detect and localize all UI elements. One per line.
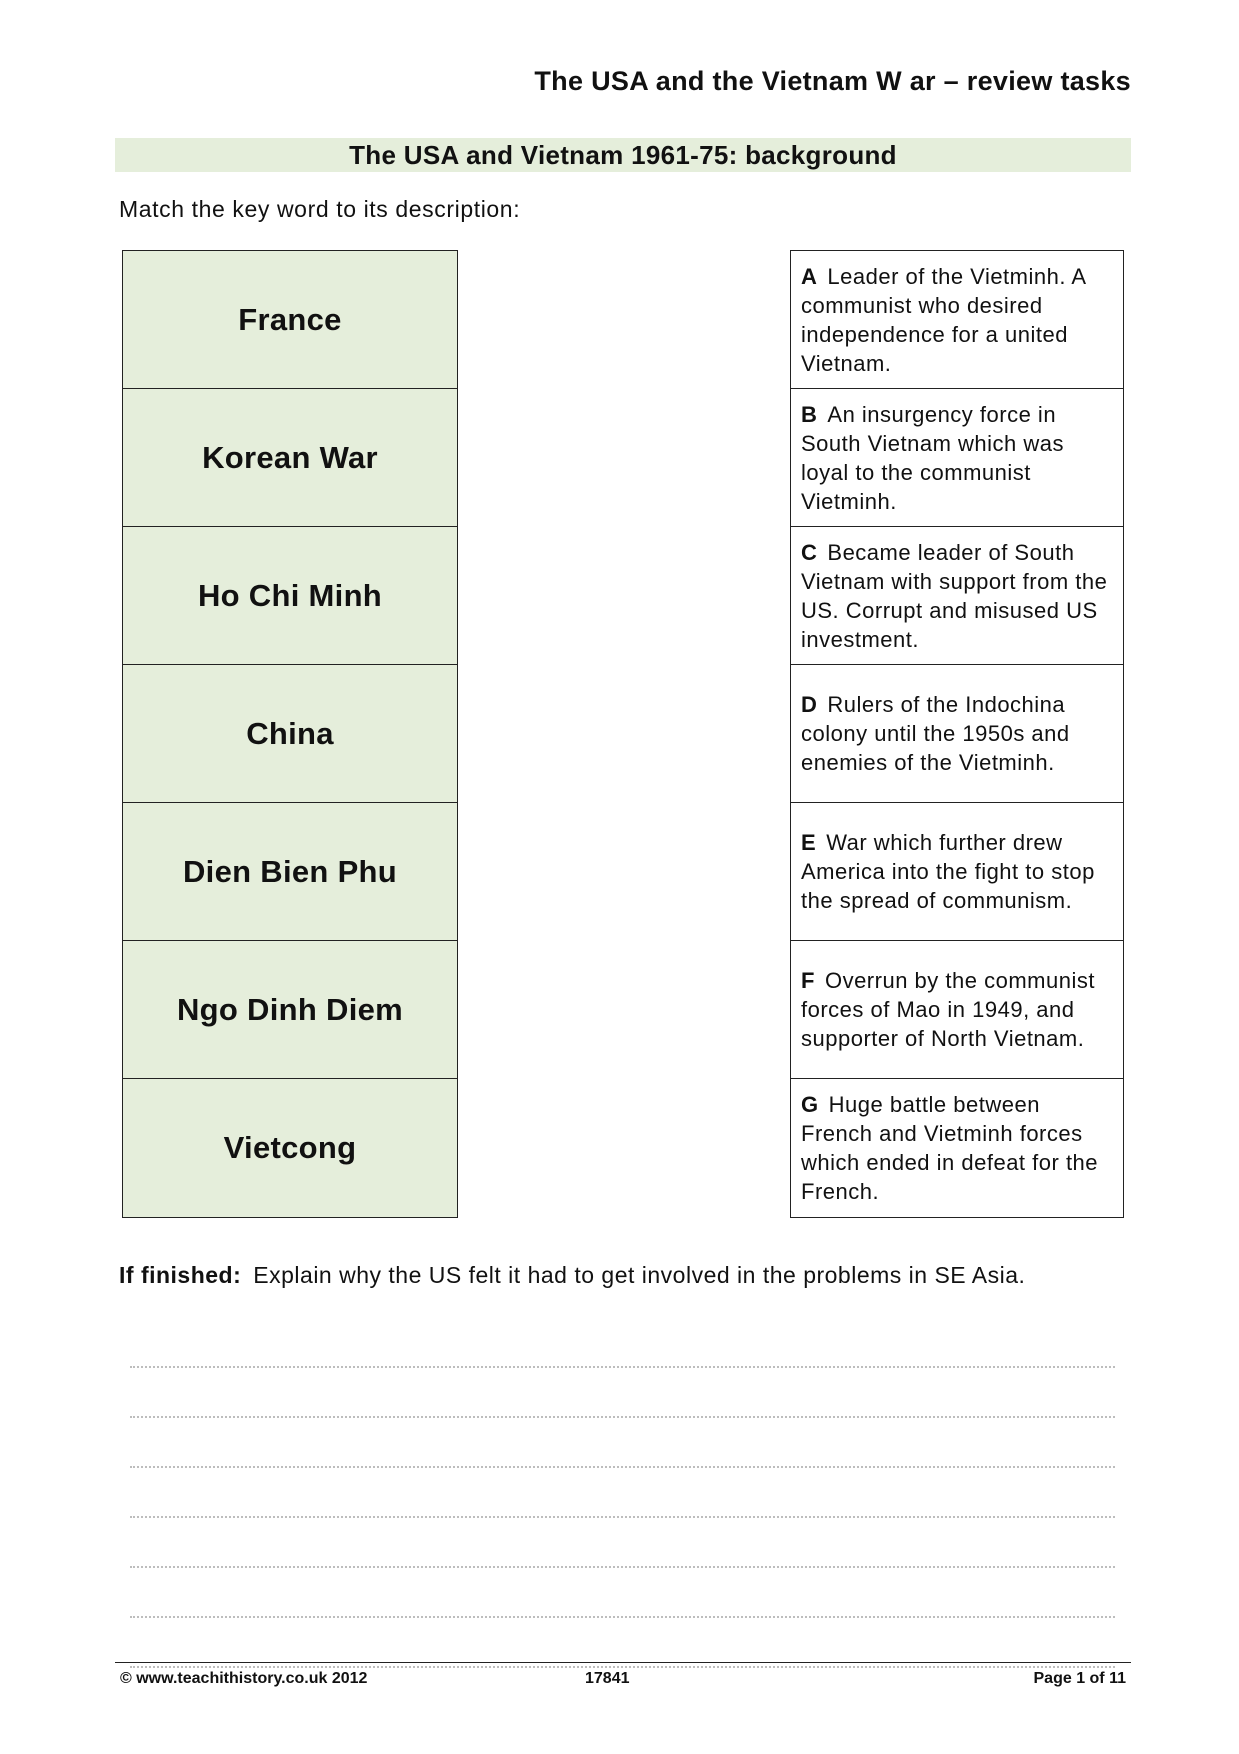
description-text: Overrun by the communist forces of Mao in 1949, and supporter of North Vietnam. [801,968,1095,1051]
footer-code: 17841 [585,1670,630,1687]
description-letter: G [801,1092,819,1117]
description-letter: C [801,539,818,565]
description-letter: D [801,692,818,717]
footer-copyright: © www.teachithistory.co.uk 2012 [120,1670,368,1687]
instruction-text: Match the key word to its description: [119,196,521,222]
keyword-card: Korean War [123,389,457,527]
keyword-card: China [123,665,457,803]
extension-task [119,1262,1025,1289]
description-card [791,941,1123,1079]
keyword-card: Ngo Dinh Diem [123,941,457,1079]
keyword-card: France [123,251,457,389]
description-text: Became leader of South Vietnam with support from the US. Corrupt and misused US investment. [801,539,1108,652]
footer-divider [115,1662,1131,1663]
description-card [791,665,1123,803]
answer-line[interactable] [130,1368,1115,1418]
answer-line[interactable] [130,1618,1115,1668]
extension-text: Explain why the US felt it had to get involved in the problems in SE Asia. [253,1262,1026,1288]
answer-line[interactable] [130,1518,1115,1568]
description-card [791,803,1123,941]
description-card [791,527,1123,665]
keyword-column [122,250,458,1218]
description-text: Leader of the Vietminh. A communist who desired independence for a united Vietnam. [801,263,1086,376]
description-card [791,251,1123,389]
keyword-card: Ho Chi Minh [123,527,457,665]
document-title: The USA and the Vietnam W ar – review tasks [534,66,1131,96]
answer-area[interactable] [130,1318,1115,1668]
description-column [790,250,1124,1218]
description-card [791,389,1123,527]
keyword-card: Dien Bien Phu [123,803,457,941]
description-text: Rulers of the Indochina colony until the 1950s and enemies of the Vietminh. [801,692,1070,775]
answer-line[interactable] [130,1568,1115,1618]
answer-line[interactable] [130,1468,1115,1518]
section-title: The USA and Vietnam 1961-75: background [115,138,1131,172]
answer-line[interactable] [130,1318,1115,1368]
description-letter: F [801,968,815,993]
description-text: An insurgency force in South Vietnam which was loyal to the communist Vietminh. [801,401,1065,514]
description-letter: B [801,401,818,427]
description-letter: E [801,830,817,855]
footer-page-number: Page 1 of 11 [1033,1670,1126,1687]
footer [120,1670,1126,1688]
keyword-card: Vietcong [123,1079,457,1217]
answer-line[interactable] [130,1418,1115,1468]
description-card [791,1079,1123,1217]
description-text: War which further drew America into the fight to stop the spread of communism. [801,830,1095,913]
description-text: Huge battle between French and Vietminh forces which ended in defeat for the French. [801,1092,1099,1204]
description-letter: A [801,263,818,289]
extension-label: If finished: [119,1262,242,1288]
